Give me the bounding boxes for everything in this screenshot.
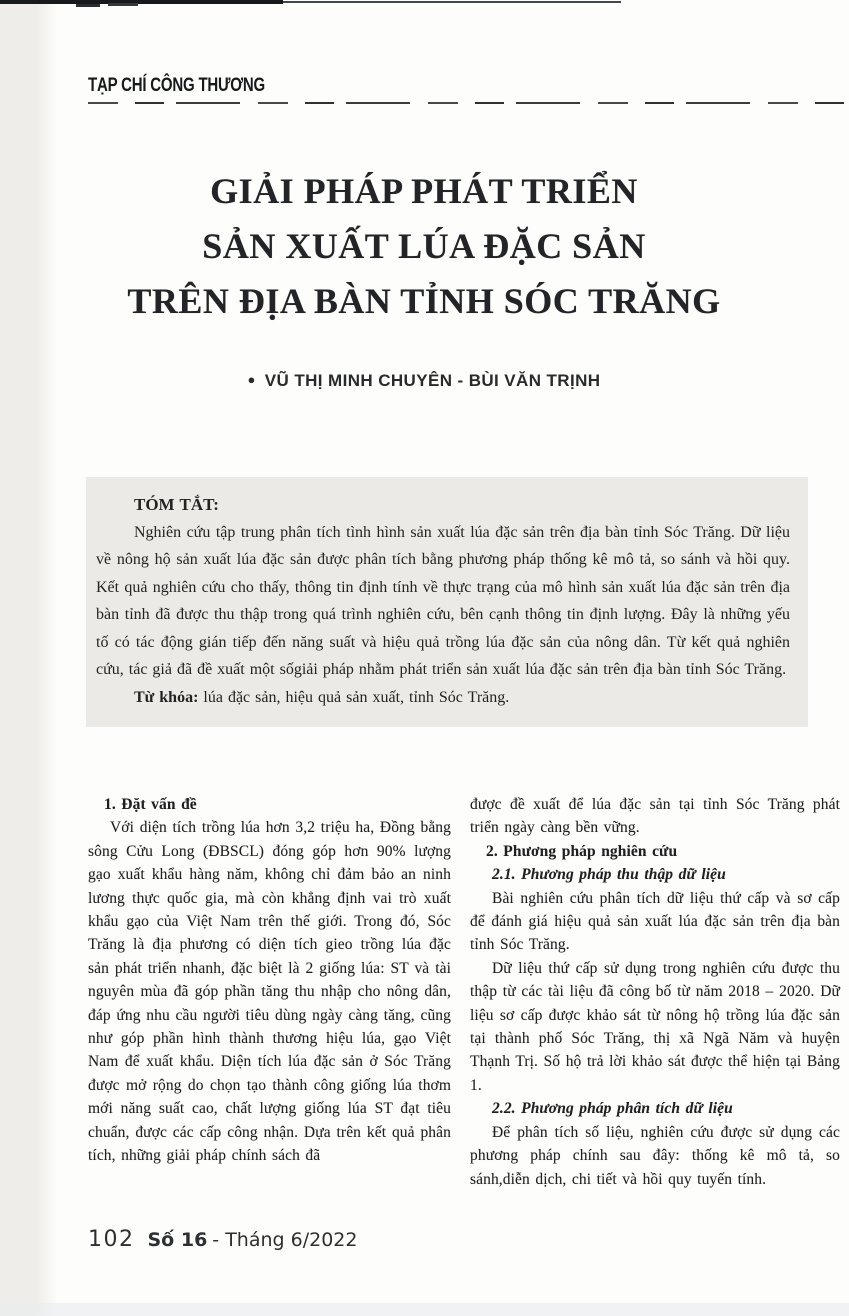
abstract-box [86, 477, 808, 727]
journal-name: TẠP CHÍ CÔNG THƯƠNG [88, 74, 265, 97]
body-para: Dữ liệu thứ cấp sử dụng trong nghiên cứu được thu thập từ các tài liệu đã công bố từ năm 2018 – 2020. Dữ liệu sơ cấp được khảo sát từ nông hộ trồng lúa đặc sản tại thành phố Sóc Trăng, thị xã Ngã Năm và huyện Thạnh Trị. Số hộ trả lời khảo sát được thể hiện tại Bảng 1. [470, 959, 840, 1094]
author-bullet-icon: ● [247, 372, 256, 387]
body-subheading: 2.2. Phương pháp phân tích dữ liệu [492, 1100, 733, 1118]
abstract-heading: TÓM TẮT: [134, 495, 219, 514]
scan-bottom-strip [0, 1303, 849, 1316]
body-column-right [470, 793, 840, 1191]
page-number: 102 [88, 1227, 135, 1252]
body-subheading: 2.1. Phương pháp thu thập dữ liệu [492, 866, 726, 884]
scan-top-line-thin [283, 1, 621, 3]
body-heading: 2. Phương pháp nghiên cứu [486, 842, 678, 860]
scan-top-line [0, 0, 283, 4]
keywords-label: Từ khóa: [134, 688, 199, 706]
scan-top-mark [108, 3, 138, 6]
keywords-text: lúa đặc sản, hiệu quả sản xuất, tỉnh Sóc Trăng. [198, 688, 510, 706]
body-para-cont: được đề xuất để lúa đặc sản tại tỉnh Sóc Trăng phát triển ngày càng bền vững. [470, 796, 840, 837]
authors-line [48, 371, 800, 391]
scan-top-mark [76, 4, 100, 7]
author-names: VŨ THỊ MINH CHUYÊN - BÙI VĂN TRỊNH [264, 371, 601, 390]
issue-label: Số 16 [147, 1229, 208, 1251]
article-title-line: SẢN XUẤT LÚA ĐẶC SẢN [202, 226, 646, 266]
abstract-keywords [96, 684, 790, 712]
header-rule [88, 102, 845, 104]
body-para: Với diện tích trồng lúa hơn 3,2 triệu ha, Đồng bằng sông Cửu Long (ĐBSCL) đóng góp hơn 90% lượng gạo xuất khẩu hàng năm, không chỉ đảm bảo an ninh lương thực quốc gia, mà còn khẳng định vai trò xuất khẩu gạo của Việt Nam trên thế giới. Trong đó, Sóc Trăng là địa phương có diện tích gieo trồng lúa đặc sản phát triển nhanh, đặc biệt là 2 giống lúa: ST và tài nguyên mùa đã góp phần tăng thu nhập cho nông dân, đáp ứng nhu cầu người tiêu dùng ngày càng tăng, cũng như góp phần hình thành thương hiệu lúa, gạo Việt Nam để xuất khẩu. Diện tích lúa đặc sản ở Sóc Trăng được mở rộng do chọn tạo thành công giống lúa thơm mới năng suất cao, chất lượng giống lúa ST đạt tiêu chuẩn, được các cấp công nhận. Dựa trên kết quả phân tích, những giải pháp chính sách đã [88, 819, 451, 1165]
issue-date: - Tháng 6/2022 [212, 1229, 358, 1251]
body-para: Để phân tích số liệu, nghiên cứu được sử dụng các phương pháp chính sau đây: thống kê mô tả, so sánh,diễn dịch, chi tiết và hồi quy tuyến tính. [470, 1123, 840, 1188]
body-para: Bài nghiên cứu phân tích dữ liệu thứ cấp và sơ cấp để đánh giá hiệu quả sản xuất lúa đặc sản trên địa bàn tỉnh Sóc Trăng. [470, 889, 840, 954]
page-footer [88, 1227, 357, 1252]
body-column-left [88, 793, 451, 1168]
body-heading: 1. Đặt vấn đề [104, 796, 197, 813]
abstract-body: Nghiên cứu tập trung phân tích tình hình sản xuất lúa đặc sản trên địa bàn tỉnh Sóc Trăng. Dữ liệu về nông hộ sản xuất lúa đặc sản được phân tích bằng phương pháp thống kê mô tả, so sánh và hồi quy. Kết quả nghiên cứu cho thấy, thông tin định tính về thực trạng của mô hình sản xuất lúa đặc sản trên địa bàn tỉnh đã được thu thập trong quá trình nghiên cứu, bên cạnh thông tin định lượng. Đây là những yếu tố có tác động gián tiếp đến năng suất và hiệu quả trồng lúa đặc sản của nông dân. Từ kết quả nghiên cứu, tác giả đã đề xuất một sốgiải pháp nhằm phát triển sản xuất lúa đặc sản trên địa bàn tỉnh Sóc Trăng. [96, 523, 790, 678]
article-title [48, 164, 800, 329]
article-title-line: GIẢI PHÁP PHÁT TRIỂN [210, 171, 638, 211]
article-title-line: TRÊN ĐỊA BÀN TỈNH SÓC TRĂNG [127, 281, 721, 321]
